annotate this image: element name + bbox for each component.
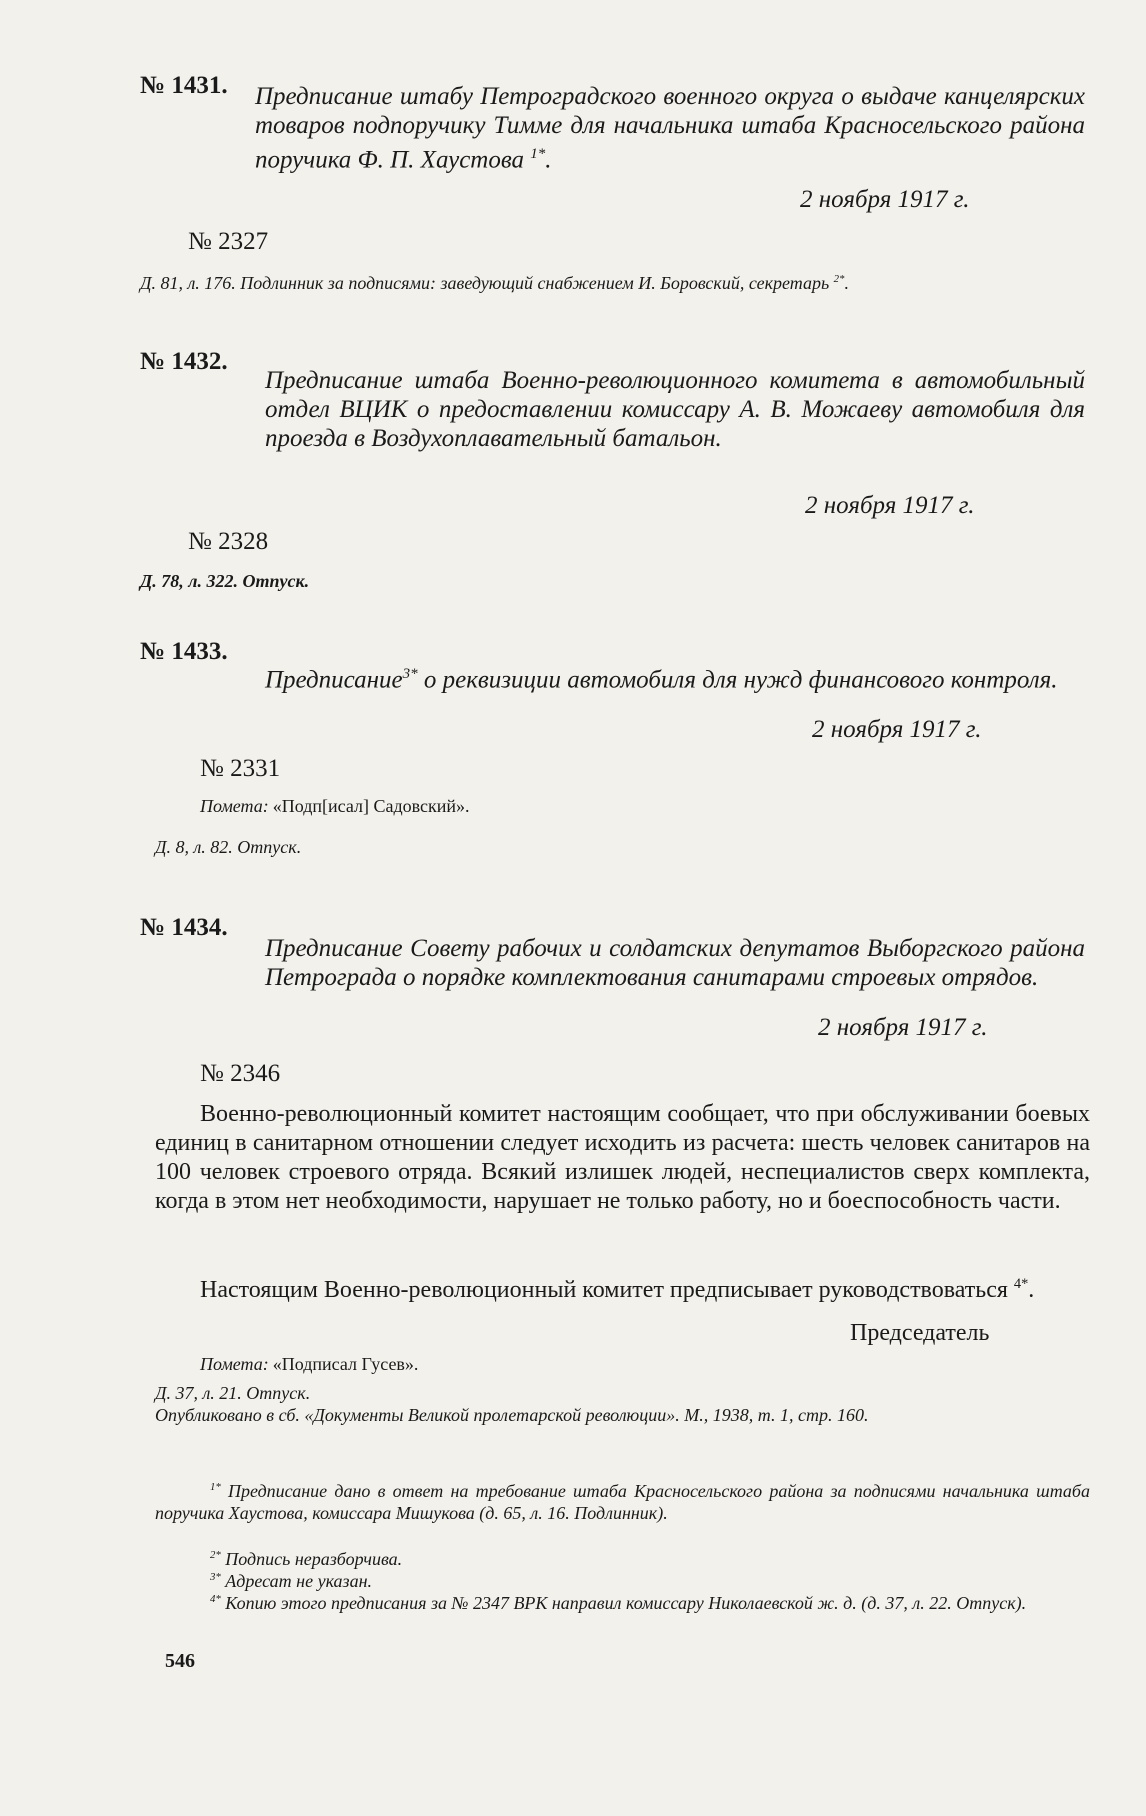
doc-1431-reg: № 2327	[188, 228, 269, 255]
page-number: 546	[165, 1650, 195, 1672]
doc-1434-pometa: Помета: «Подписал Гусев».	[200, 1354, 419, 1374]
doc-1433-pometa: Помета: «Подп[исал] Садовский».	[200, 796, 470, 816]
footnote-2: $^{2*}$ Подпись неразборчива.	[210, 1549, 403, 1569]
doc-1431-title: Предписание штабу Петроградского военного округа о выдаче канцелярских товаров подпоручику Тимме для начальника штаба Красносельского района поручика Ф. П. Хаустова $^{1*}$.	[255, 83, 1085, 174]
doc-1433-reg: № 2331	[200, 755, 281, 782]
footnote-4: $^{4*}$ Копию этого предписания за № 2347 ВРК направил комиссару Николаевской ж. д. (д. 37, л. 22. Отпуск).	[210, 1593, 1027, 1613]
doc-1433-title: Предписание$^{3*}$ о реквизиции автомобиля для нужд финансового контроля.	[265, 666, 1058, 694]
doc-1434-paragraph-1: Военно-революционный комитет настоящим сообщает, что при обслуживании боевых единиц в санитарном отношении следует исходить из расчета: шесть человек санитаров на 100 человек строевого отряда. Всякий излишек людей, неспециалистов сверх комплекта, когда в этом нет необходимости, нарушает не только работу, но и боеспособность части.	[155, 1101, 1090, 1214]
doc-1434-title: Предписание Совету рабочих и солдатских депутатов Выборгского района Петрограда о порядке комплектования санитарами строевых отрядов.	[265, 935, 1085, 991]
doc-1434-date: 2 ноября 1917 г.	[818, 1014, 988, 1041]
doc-1433-number: № 1433.	[140, 638, 228, 665]
doc-1432-date: 2 ноября 1917 г.	[805, 492, 975, 519]
doc-1432-title: Предписание штаба Военно-революционного комитета в автомобильный отдел ВЦИК о предоставлении комиссару А. В. Можаеву автомобиля для проезда в Воздухоплавательный батальон.	[265, 367, 1085, 452]
doc-1431-source: Д. 81, л. 176. Подлинник за подписями: заведующий снабжением И. Боровский, секретарь $^{2*}$.	[140, 273, 849, 293]
doc-1431-date: 2 ноября 1917 г.	[800, 186, 970, 213]
doc-1434-number: № 1434.	[140, 914, 228, 941]
footnote-1: $^{1*}$ Предписание дано в ответ на требование штаба Красносельского района за подписями начальника штаба поручика Хаустова, комиссара Мишукова (д. 65, л. 16. Подлинник).	[155, 1481, 1090, 1523]
doc-1433-date: 2 ноября 1917 г.	[812, 716, 982, 743]
doc-1434-source: Д. 37, л. 21. Отпуск.	[155, 1383, 311, 1403]
doc-1432-source: Д. 78, л. 322. Отпуск.	[140, 571, 310, 591]
doc-1433-source: Д. 8, л. 82. Отпуск.	[155, 837, 302, 857]
doc-1434-reg: № 2346	[200, 1060, 281, 1087]
doc-1432-reg: № 2328	[188, 528, 269, 555]
doc-1434-paragraph-2: Настоящим Военно-революционный комитет предписывает руководствоваться $^{4*}$.	[200, 1276, 1035, 1303]
doc-1434-published: Опубликовано в сб. «Документы Великой пролетарской революции». М., 1938, т. 1, стр. 160.	[155, 1405, 869, 1425]
doc-1431-number: № 1431.	[140, 72, 228, 99]
doc-1434-signature: Председатель	[850, 1320, 990, 1346]
footnote-3: $^{3*}$ Адресат не указан.	[210, 1571, 373, 1591]
doc-1432-number: № 1432.	[140, 348, 228, 375]
